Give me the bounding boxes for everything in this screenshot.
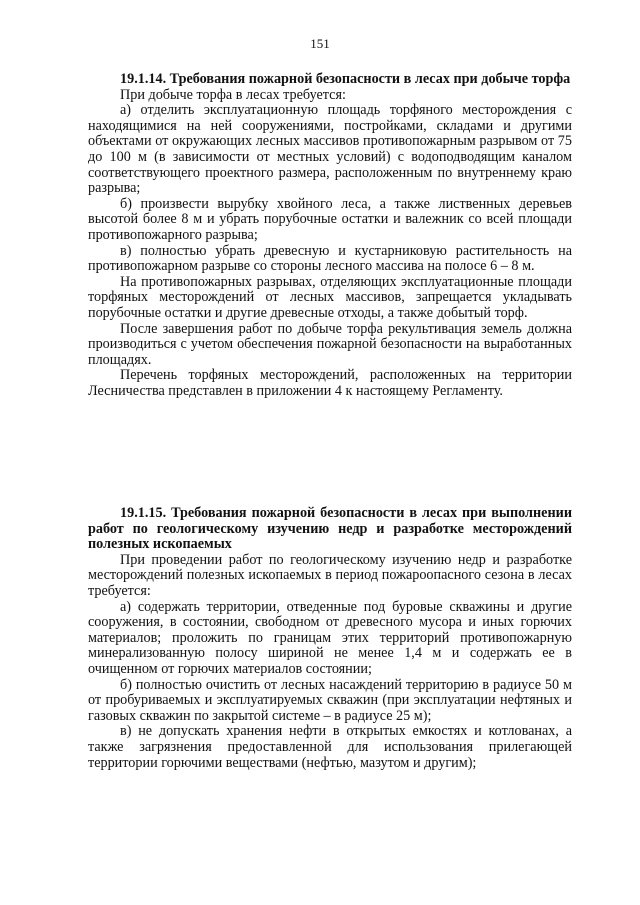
paragraph: б) полностью очистить от лесных насаждений территорию в радиусе 50 м от пробуриваемых и эксплуатируемых скважин (при эксплуатации нефтяных и газовых скважин по закрытой системе – в радиусе 25 м); — [88, 676, 572, 724]
paragraph: При добыче торфа в лесах требуется: — [120, 86, 346, 103]
paragraph: Перечень торфяных месторождений, расположенных на территории Лесничества представлен в приложении 4 к настоящему Регламенту. — [88, 367, 572, 399]
paragraph: в) полностью убрать древесную и кустарниковую растительность на противопожарном разрыве со стороны лесного массива на полосе 6 – 8 м. — [88, 242, 572, 275]
paragraph: На противопожарных разрывах, отделяющих эксплуатационные площади торфяных месторождений от лесных массивов, запрещается укладывать порубочные остатки и другие древесные отходы, а также добытый торф. — [88, 273, 572, 321]
paragraph: После завершения работ по добыче торфа рекультивация земель должна производиться с учетом обеспечения пожарной безопасности на выработанных площадях. — [88, 320, 572, 368]
section-heading: 19.1.14. Требования пожарной безопасности в лесах при добыче торфа — [120, 71, 571, 87]
page-number: 151 — [310, 36, 330, 51]
paragraph: в) не допускать хранения нефти в открытых емкостях и котлованах, а также загрязнения предоставленной для использования прилегающей территории горючими веществами (нефтью, мазутом и другим); — [88, 723, 572, 771]
paragraph: При проведении работ по геологическому изучению недр и разработке месторождений полезных ископаемых в период пожароопасного сезона в лесах требуется: — [88, 551, 572, 599]
paragraph: б) произвести вырубку хвойного леса, а также лиственных деревьев высотой более 8 м и убрать порубочные остатки и валежник со всей площади противопожарного разрыва; — [88, 195, 572, 243]
section-heading: 19.1.15. Требования пожарной безопасности в лесах при выполнении работ по геологическому изучению недр и разработке месторождений полезных ископаемых — [88, 505, 572, 553]
paragraph: а) отделить эксплуатационную площадь торфяного месторождения с находящимися на ней сооружениями, постройками, складами и другими объектами от окружающих лесных массивов противопожарным разрывом от 75 до 100 м (в зависимости от местных условий) с водоподводящим каналом соответствующего проектного размера, расположенным по внутреннему краю разрыва; — [88, 102, 572, 197]
section-geological-works — [88, 506, 572, 771]
paragraph: а) содержать территории, отведенные под буровые скважины и другие сооружения, в состоянии, свободном от древесного мусора и иных горючих материалов; проложить по границам этих территорий противопожарную минерализованную полосу шириной не менее 1,4 м и содержать ее в очищенном от горючих материалов состоянии; — [88, 598, 572, 677]
section-peat-extraction — [88, 72, 572, 399]
